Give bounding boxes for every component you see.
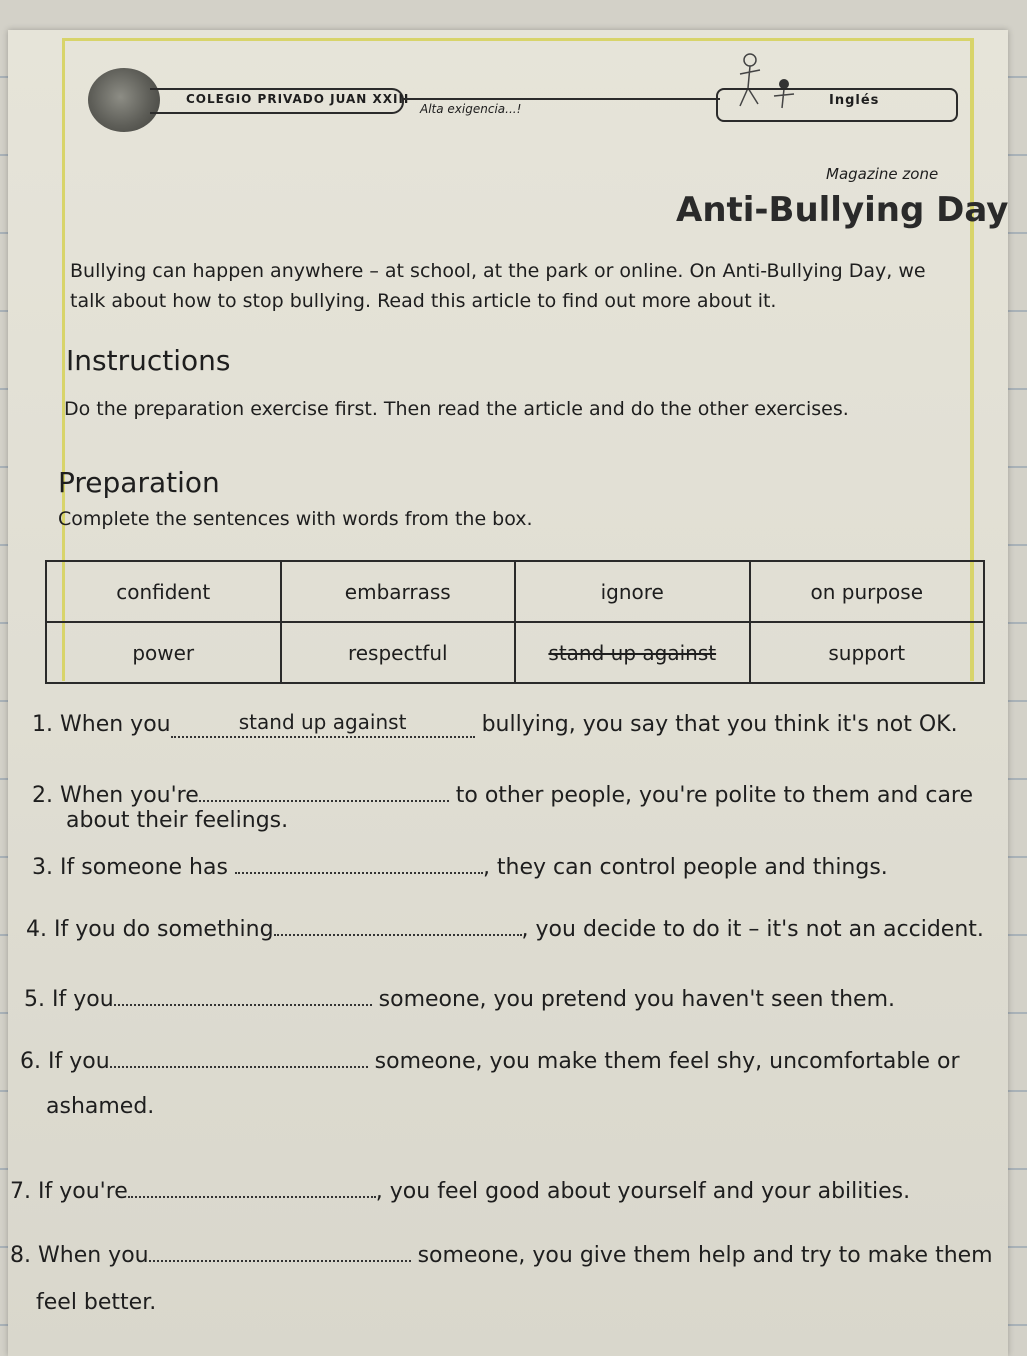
answer-blank[interactable] [274,910,522,936]
answer-blank[interactable] [149,1236,411,1262]
question-number: 5. [24,987,45,1012]
intro-paragraph: Bullying can happen anywhere – at school, at the park or online. On Anti-Bullying Day, we talk about how to stop bullying. Read this article to find out more about it. [70,260,926,312]
header-divider [402,98,720,100]
word-cell-used: stand up against [515,622,750,683]
word-cell: on purpose [750,561,985,622]
question-number: 1. [32,712,53,737]
answer-blank[interactable] [199,776,449,802]
question-text: When you [38,1243,149,1268]
question-text: someone, you make them feel shy, uncomfortable or [374,1049,960,1074]
question-8 [10,1236,993,1268]
question-2-continued: about their feelings. [66,808,289,833]
instructions-heading: Instructions [66,344,231,377]
question-8-continued: feel better. [36,1290,157,1315]
answer-blank[interactable] [110,1042,368,1068]
question-text: to other people, you're polite to them and care [455,783,974,808]
page-title: Anti-Bullying Day [676,190,1009,230]
word-cell: ignore [515,561,750,622]
question-text: If you're [38,1179,128,1204]
question-text: If you [48,1049,110,1074]
question-text: someone, you give them help and try to make them [417,1243,993,1268]
word-box-row [46,561,984,622]
answer-blank[interactable] [128,1172,376,1198]
handwritten-answer: stand up against [238,710,407,734]
question-text: When you're [60,783,199,808]
answer-blank[interactable] [114,980,372,1006]
preparation-heading: Preparation [58,466,220,499]
instructions-text: Do the preparation exercise first. Then read the article and do the other exercises. [64,398,849,420]
question-number: 4. [26,917,47,942]
question-text: , they can control people and things. [482,855,888,880]
word-box-row [46,622,984,683]
question-number: 6. [20,1049,41,1074]
question-number: 8. [10,1243,31,1268]
word-box [45,560,985,684]
school-motto: Alta exigencia...! [420,102,522,116]
answer-blank[interactable] [171,712,475,738]
word-cell: confident [46,561,281,622]
word-cell: support [750,622,985,683]
answer-blank[interactable] [235,848,483,874]
subject-label: Inglés [829,93,880,108]
school-name: COLEGIO PRIVADO JUAN XXIII [186,92,410,106]
question-6-continued: ashamed. [46,1094,155,1119]
question-7 [10,1172,910,1204]
question-number: 7. [10,1179,31,1204]
question-4 [26,910,984,942]
word-cell: power [46,622,281,683]
question-3 [32,848,888,880]
question-number: 2. [32,783,53,808]
question-1 [32,712,958,738]
question-text: If someone has [60,855,228,880]
section-label: Magazine zone [826,165,939,183]
question-text: someone, you pretend you haven't seen them. [378,987,896,1012]
preparation-text: Complete the sentences with words from the box. [58,508,533,530]
question-text: , you feel good about yourself and your abilities. [375,1179,911,1204]
question-text: bullying, you say that you think it's not OK. [481,712,958,737]
question-text: If you do something [54,917,274,942]
word-cell: respectful [281,622,516,683]
word-cell: embarrass [281,561,516,622]
question-number: 3. [32,855,53,880]
question-2 [32,776,973,808]
question-text: , you decide to do it – it's not an accident. [521,917,984,942]
question-text: If you [52,987,114,1012]
question-text: When you [60,712,171,737]
question-5 [24,980,895,1012]
question-6 [20,1042,959,1074]
